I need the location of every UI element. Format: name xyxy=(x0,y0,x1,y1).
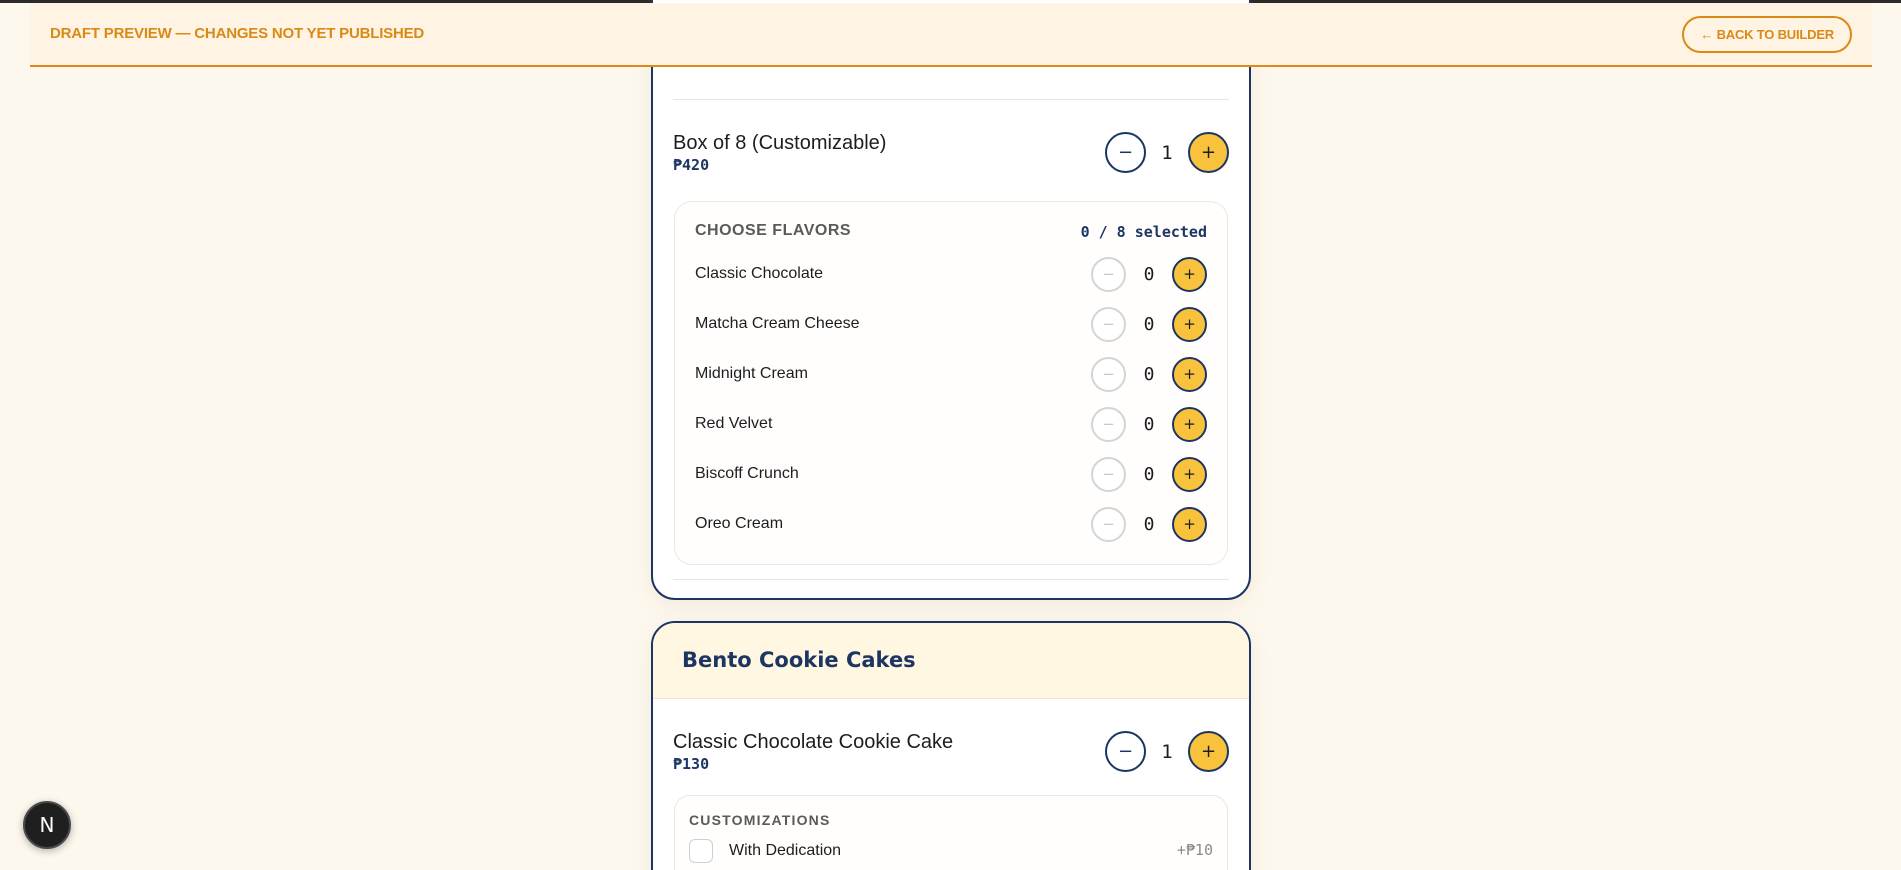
choose-flavors-heading: CHOOSE FLAVORS xyxy=(695,222,852,239)
flavor-stepper xyxy=(1091,407,1207,443)
product-row-cookie-cake xyxy=(673,731,1229,773)
flavor-decrease-button[interactable]: − xyxy=(1091,407,1126,442)
back-to-builder-button[interactable]: ← BACK TO BUILDER xyxy=(1682,16,1852,53)
flavor-decrease-button[interactable]: − xyxy=(1091,507,1126,542)
product-card-box-of-8 xyxy=(651,0,1251,600)
flavor-count: 0 xyxy=(1143,514,1155,535)
flavor-count: 0 xyxy=(1143,314,1155,335)
quantity-stepper xyxy=(1105,132,1229,174)
flavor-count: 0 xyxy=(1143,364,1155,385)
section-title: Bento Cookie Cakes xyxy=(682,648,916,672)
flavor-row xyxy=(695,507,1207,543)
customization-option[interactable] xyxy=(689,838,1213,864)
flavor-increase-button[interactable]: + xyxy=(1172,407,1207,442)
flavor-count: 0 xyxy=(1143,414,1155,435)
flavor-decrease-button[interactable]: − xyxy=(1091,307,1126,342)
customizations-heading: CUSTOMIZATIONS xyxy=(689,812,831,828)
flavor-row xyxy=(695,307,1207,343)
flavor-increase-button[interactable]: + xyxy=(1172,457,1207,492)
flavor-row xyxy=(695,257,1207,293)
flavor-increase-button[interactable]: + xyxy=(1172,507,1207,542)
flavor-decrease-button[interactable]: − xyxy=(1091,457,1126,492)
divider xyxy=(673,579,1229,580)
flavor-row xyxy=(695,357,1207,393)
flavor-name: Red Velvet xyxy=(695,415,773,432)
flavor-row xyxy=(695,407,1207,443)
flavor-increase-button[interactable]: + xyxy=(1172,257,1207,292)
flavor-count: 0 xyxy=(1143,264,1155,285)
quantity-stepper xyxy=(1105,731,1229,773)
product-price: ₱420 xyxy=(673,156,710,174)
decrease-quantity-button[interactable]: − xyxy=(1105,731,1146,772)
flavor-decrease-button[interactable]: − xyxy=(1091,357,1126,392)
product-price: ₱130 xyxy=(673,755,710,773)
flavor-stepper xyxy=(1091,507,1207,543)
flavor-increase-button[interactable]: + xyxy=(1172,307,1207,342)
quantity-value: 1 xyxy=(1161,141,1173,164)
flavor-stepper xyxy=(1091,357,1207,393)
flavor-name: Oreo Cream xyxy=(695,515,784,532)
product-name: Box of 8 (Customizable) xyxy=(673,132,887,154)
section-card-bento-cookie-cakes xyxy=(651,621,1251,870)
flavor-stepper xyxy=(1091,307,1207,343)
customization-price: +₱10 xyxy=(1176,841,1213,859)
increase-quantity-button[interactable]: + xyxy=(1188,132,1229,173)
flavor-name: Matcha Cream Cheese xyxy=(695,315,860,332)
decrease-quantity-button[interactable]: − xyxy=(1105,132,1146,173)
dedication-checkbox[interactable] xyxy=(689,839,713,863)
flavor-name: Biscoff Crunch xyxy=(695,465,799,482)
flavor-stepper xyxy=(1091,457,1207,493)
flavor-decrease-button[interactable]: − xyxy=(1091,257,1126,292)
section-header xyxy=(653,623,1249,699)
divider xyxy=(673,99,1229,100)
quantity-value: 1 xyxy=(1161,740,1173,763)
choose-flavors-panel xyxy=(674,201,1228,565)
flavor-name: Classic Chocolate xyxy=(695,265,824,282)
flavor-name: Midnight Cream xyxy=(695,365,808,382)
flavor-stepper xyxy=(1091,257,1207,293)
flavor-increase-button[interactable]: + xyxy=(1172,357,1207,392)
product-row-box-of-8 xyxy=(673,132,1229,174)
n-logo-icon[interactable]: N xyxy=(23,801,71,849)
customization-label: With Dedication xyxy=(729,842,842,859)
increase-quantity-button[interactable]: + xyxy=(1188,731,1229,772)
flavors-selected-count: 0 / 8 selected xyxy=(1080,223,1207,241)
flavor-count: 0 xyxy=(1143,464,1155,485)
flavor-row xyxy=(695,457,1207,493)
customizations-panel xyxy=(674,795,1228,870)
draft-preview-text: DRAFT PREVIEW — CHANGES NOT YET PUBLISHED xyxy=(50,25,425,42)
draft-preview-banner xyxy=(30,3,1872,67)
product-name: Classic Chocolate Cookie Cake xyxy=(673,731,954,753)
